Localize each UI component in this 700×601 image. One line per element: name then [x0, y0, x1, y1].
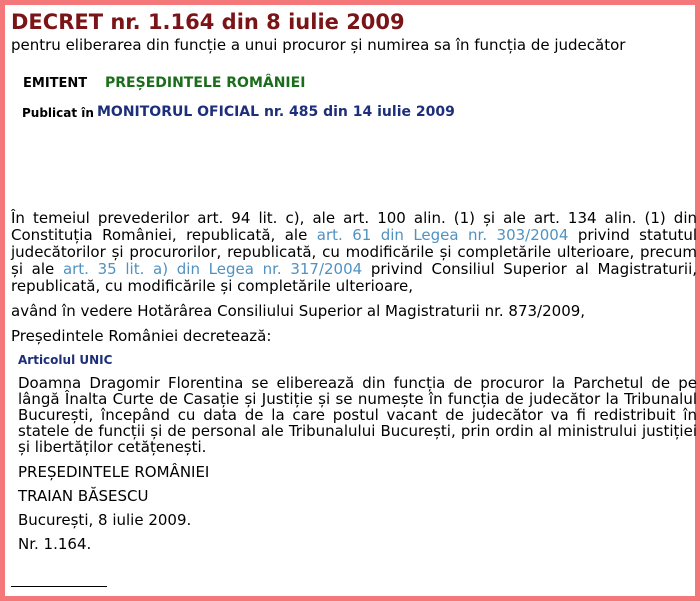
preamble-text-1: În temeiul prevederilor art. 94 lit. c), ale art. 100 alin. (1) și ale art. 134 alin. (1) din Constituția României, republicată, ale	[11, 209, 697, 244]
decree-body	[11, 210, 697, 553]
publicat-label: Publicat în	[22, 106, 94, 120]
decree-title: DECRET nr. 1.164 din 8 iulie 2009	[11, 10, 405, 34]
publicat-value: MONITORUL OFICIAL nr. 485 din 14 iulie 2009	[97, 104, 455, 120]
decree-statement: Președintele României decretează:	[11, 327, 272, 345]
signature-name: TRAIAN BĂSESCU	[18, 487, 149, 505]
csm-decision-paragraph: având în vedere Hotărârea Consiliului Superior al Magistraturii nr. 873/2009,	[11, 302, 586, 320]
preamble-paragraph	[11, 210, 697, 295]
preamble-text-2: privind statutul judecătorilor și procurorilor, republicată, cu modificările și completările ulterioare, precum și ale	[11, 226, 698, 278]
article-title: Articolul UNIC	[18, 353, 113, 367]
emitent-value: PREȘEDINTELE ROMÂNIEI	[105, 75, 306, 91]
law-317-link[interactable]: art. 35 lit. a) din Legea nr. 317/2004	[62, 260, 363, 278]
preamble-text-3: privind Consiliul Superior al Magistraturii, republicată, cu modificările și completările ulterioare,	[11, 260, 698, 295]
emitent-label: EMITENT	[23, 76, 88, 91]
footnote-divider	[11, 586, 107, 587]
decree-subtitle: pentru eliberarea din funcție a unui procuror și numirea sa în funcția de judecător	[11, 36, 626, 54]
signature-place-date: București, 8 iulie 2009.	[18, 511, 192, 529]
law-303-link[interactable]: art. 61 din Legea nr. 303/2004	[316, 226, 569, 244]
article-text: Doamna Dragomir Florentina se eliberează din funcția de procuror la Parchetul de pe lângă Înalta Curte de Casație și Justiție și se numește în funcția de judecător la Tribunalul București, începând cu data de la care postul vacant de judecător va fi redistribuit în statele de funcții și de personal ale Tribunalului București, prin ordin al ministrului justiției și libertăților cetățenești.	[18, 374, 697, 456]
decree-number: Nr. 1.164.	[18, 535, 92, 553]
signature-office: PREȘEDINTELE ROMÂNIEI	[18, 463, 210, 481]
